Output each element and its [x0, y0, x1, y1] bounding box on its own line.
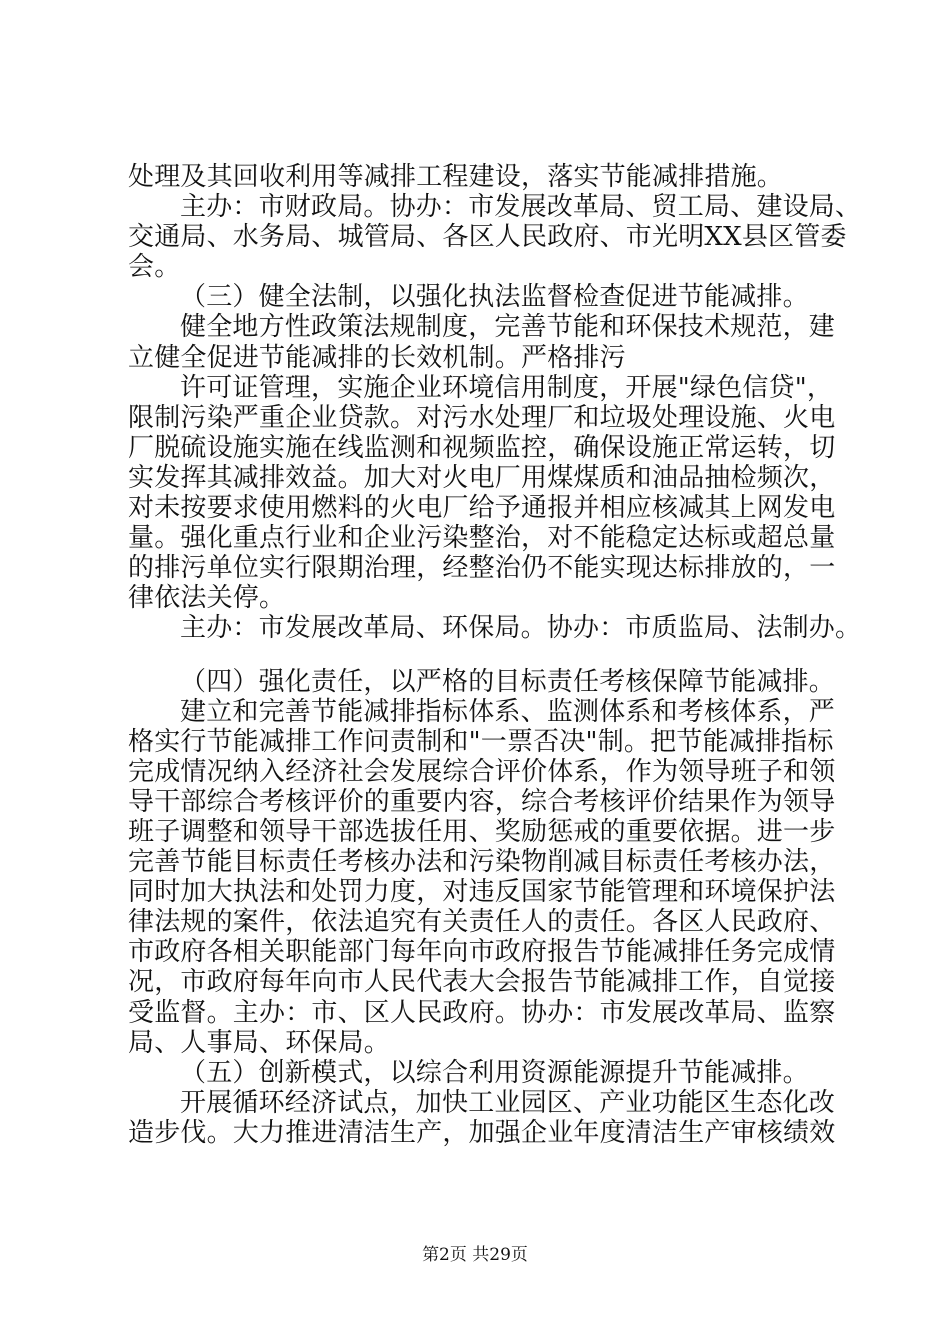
- text-line: 实发挥其减排效益。加大对火电厂用煤煤质和油品抽检频次，: [128, 462, 836, 493]
- text-line: 局、人事局、环保局。: [128, 1027, 391, 1058]
- text-line: 健全地方性政策法规制度，完善节能和环保技术规范，建: [180, 312, 836, 343]
- text-line: 导干部综合考核评价的重要内容，综合考核评价结果作为领导: [128, 786, 836, 817]
- text-line: 完善节能目标责任考核办法和污染物削减目标责任考核办法，: [128, 847, 836, 878]
- text-line: 受监督。主办：市、区人民政府。协办：市发展改革局、监察: [128, 997, 836, 1028]
- text-line: 立健全促进节能减排的长效机制。严格排污: [128, 342, 626, 373]
- page-footer: [0, 1240, 950, 1265]
- text-line: 况，市政府每年向市人民代表大会报告节能减排工作，自觉接: [128, 967, 836, 998]
- text-line: 许可证管理，实施企业环境信用制度，开展"绿色信贷"，: [180, 372, 834, 403]
- text-line: 建立和完善节能减排指标体系、监测体系和考核体系，严: [180, 696, 836, 727]
- text-line: 律法规的案件，依法追究有关责任人的责任。各区人民政府、: [128, 907, 836, 938]
- text-line: 处理及其回收利用等减排工程建设，落实节能减排措施。: [128, 162, 784, 192]
- text-line: 限制污染严重企业贷款。对污水处理厂和垃圾处理设施、火电: [128, 402, 836, 433]
- text-line: 主办：市发展改革局、环保局。协办：市质监局、法制办。: [180, 613, 862, 644]
- text-line: 市政府各相关职能部门每年向市政府报告节能减排任务完成情: [128, 937, 836, 968]
- text-line: 格实行节能减排工作问责制和"一票否决"制。把节能减排指标: [128, 726, 834, 757]
- document-body: [128, 162, 862, 1148]
- text-line: 会。: [128, 252, 181, 283]
- text-line: 同时加大执法和处罚力度，对违反国家节能管理和环境保护法: [128, 877, 836, 908]
- paragraph-gap: [128, 644, 838, 667]
- text-line: 的排污单位实行限期治理，经整治仍不能实现达标排放的，一: [128, 553, 836, 584]
- text-line: 律依法关停。: [128, 583, 286, 614]
- page-number: 第2页 共29页: [422, 1245, 528, 1265]
- text-line: 交通局、水务局、城管局、各区人民政府、市光明XX县区管委: [128, 222, 847, 253]
- text-line: 班子调整和领导干部选拔任用、奖励惩戒的重要依据。进一步: [128, 816, 836, 847]
- text-line: 量。强化重点行业和企业污染整治，对不能稳定达标或超总量: [128, 523, 836, 554]
- text-line: 厂脱硫设施实施在线监测和视频监控，确保设施正常运转，切: [128, 432, 836, 463]
- section-heading: （四）强化责任，以严格的目标责任考核保障节能减排。: [180, 666, 836, 697]
- section-heading: （五）创新模式，以综合利用资源能源提升节能减排。: [180, 1057, 809, 1088]
- section-heading: （三）健全法制，以强化执法监督检查促进节能减排。: [180, 282, 809, 313]
- text-line: 对未按要求使用燃料的火电厂给予通报并相应核减其上网发电: [128, 493, 836, 524]
- text-line: 造步伐。大力推进清洁生产，加强企业年度清洁生产审核绩效: [128, 1117, 836, 1148]
- text-line: 完成情况纳入经济社会发展综合评价体系，作为领导班子和领: [128, 756, 836, 787]
- text-line: 主办：市财政局。协办：市发展改革局、贸工局、建设局、: [180, 192, 862, 223]
- text-line: 开展循环经济试点，加快工业园区、产业功能区生态化改: [180, 1087, 836, 1118]
